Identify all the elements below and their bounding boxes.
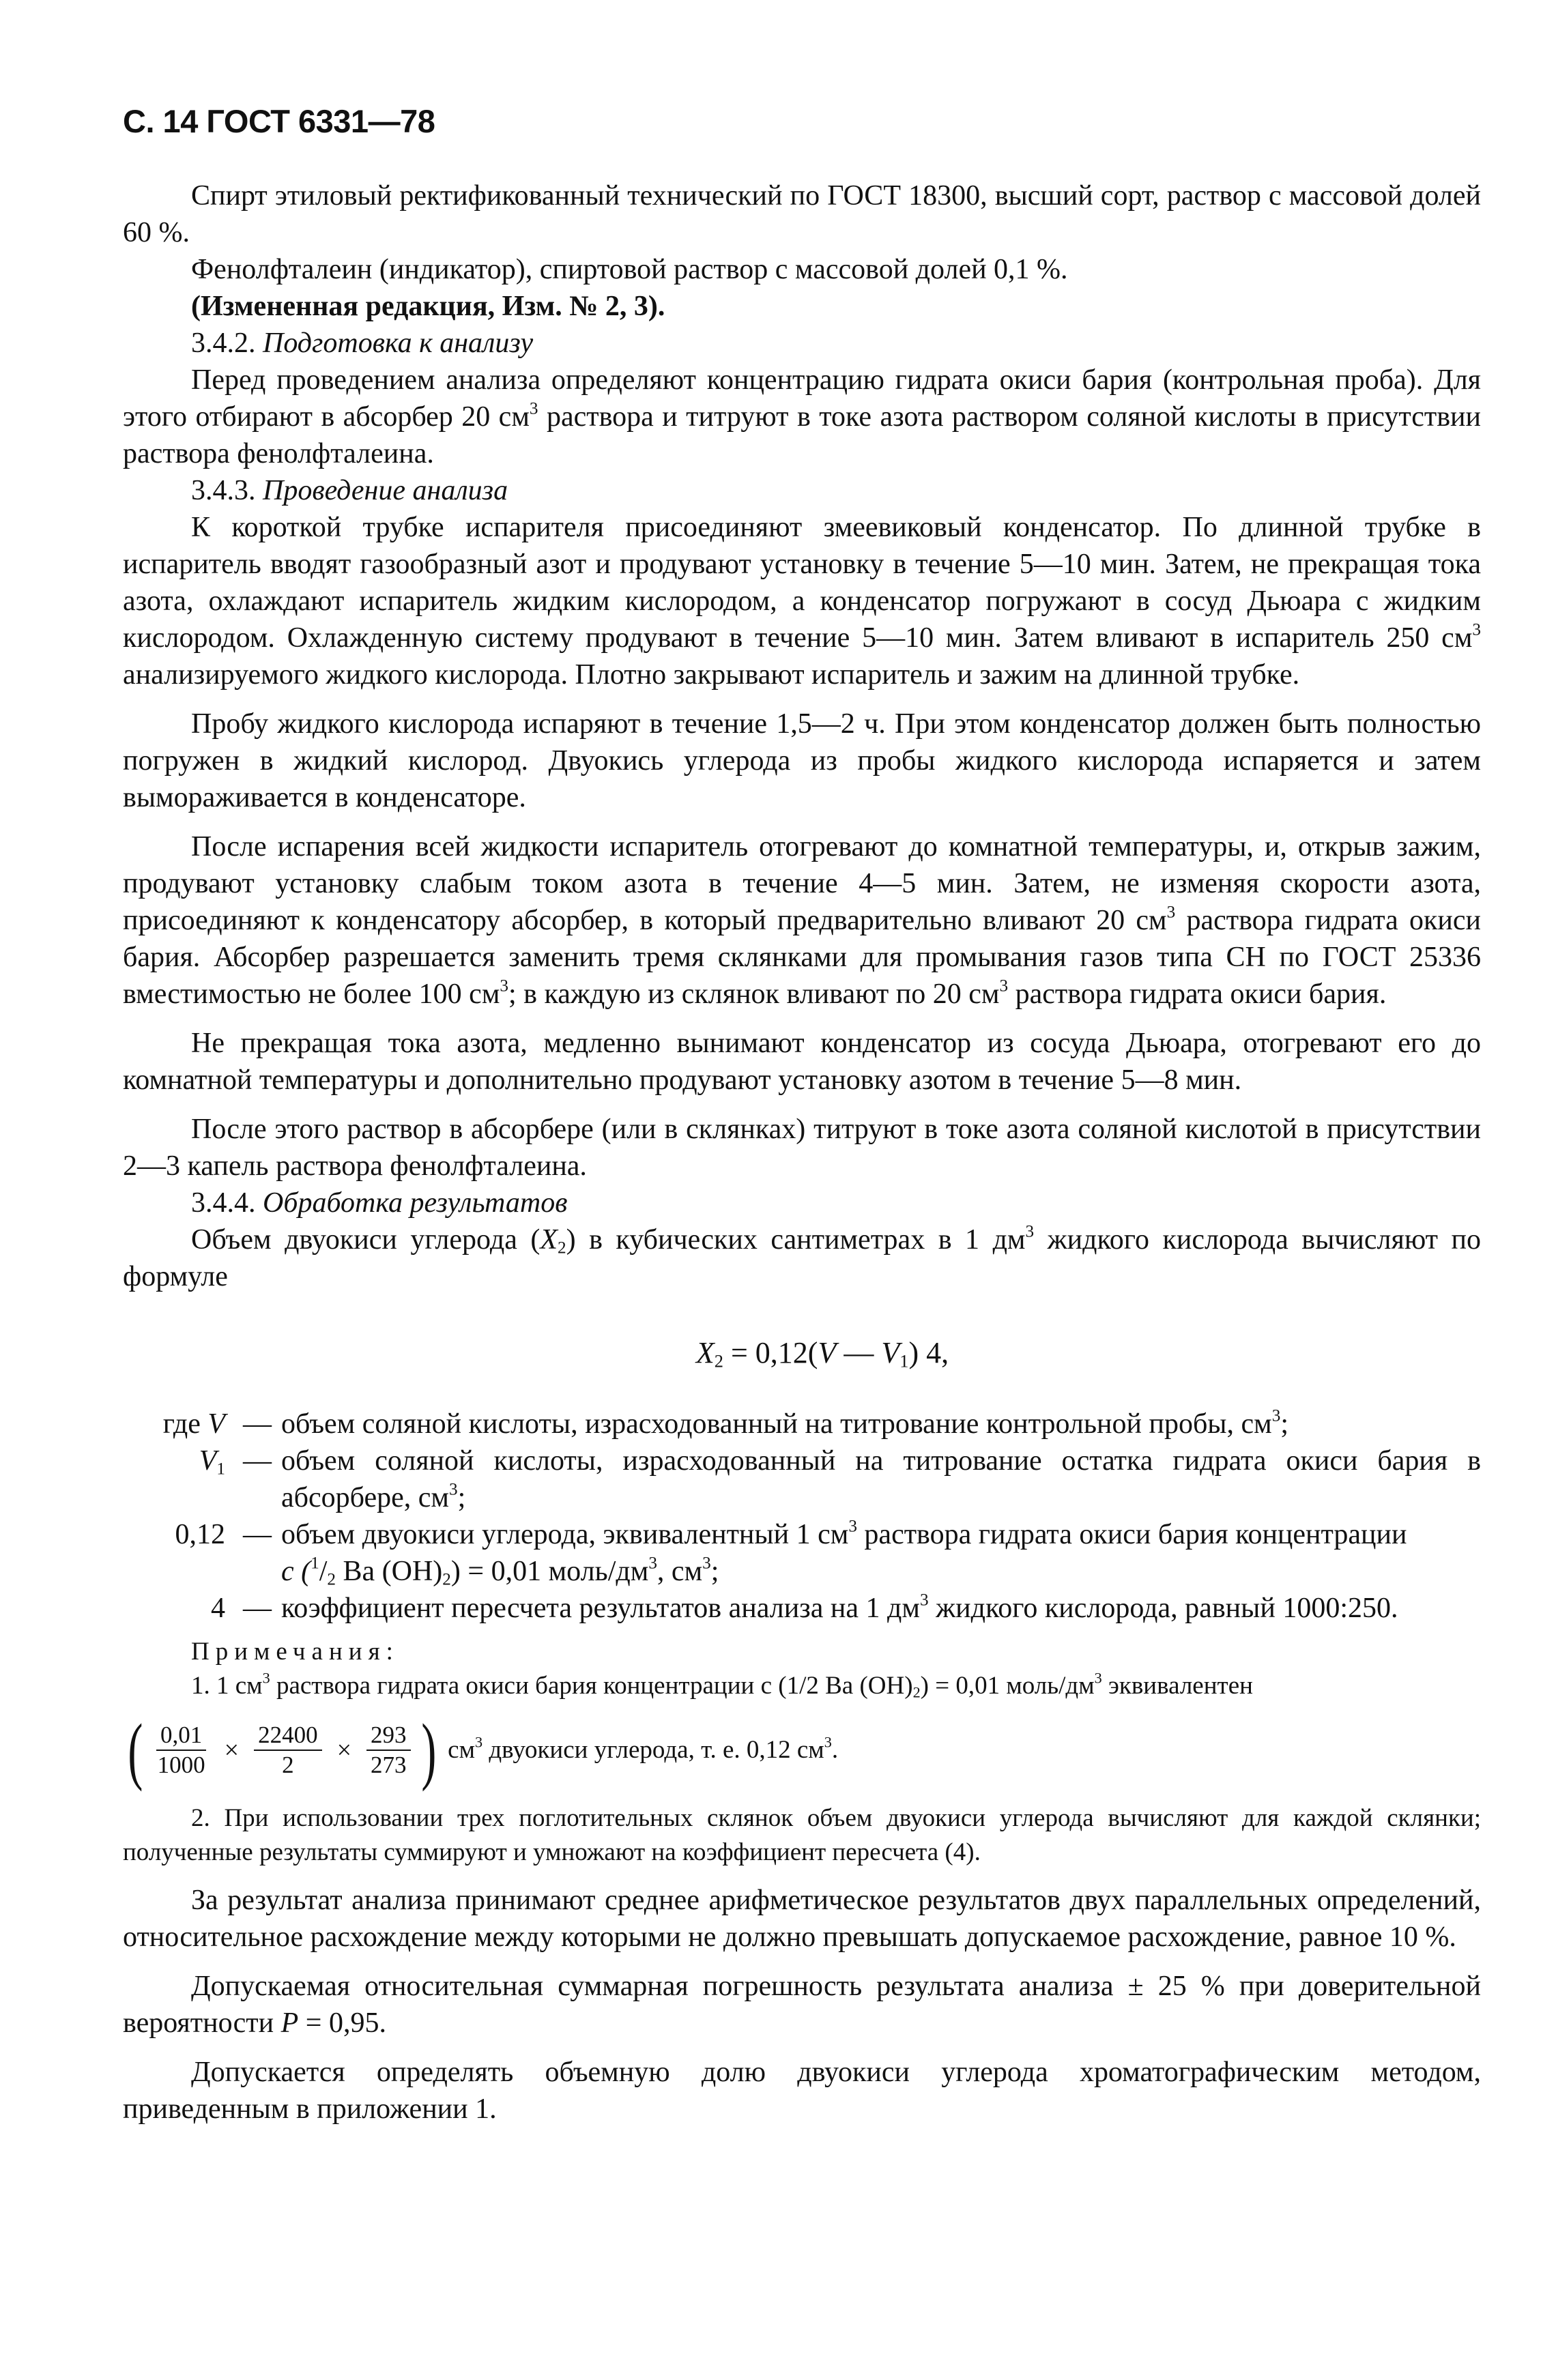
definition-row: 0,12 — объем двуокиси углерода, эквивалентный 1 $см^3$ раствора гидрата окиси бария концентрации c ($^1/_2$ Ba $(OH)_2) = 0,01$ моль/$дм^3$, $см^3$; [175,1517,1407,1589]
formula-x2: $X_2 = 0,12(V$ — $V_1$) 4, [695,1336,949,1372]
section-heading-3-4-4: 3.4.4. Обработка результатов [191,1187,568,1219]
paragraph: Пробу жидкого кислорода испаряют в течение 1,5—2 ч. При этом конденсатор должен быть полностью погружен в жидкий кислород. Двуокись углерода из пробы жидкого кислорода испаряется и затем вымораживается в конденсаторе. [123,708,1481,813]
page-header: С. 14 ГОСТ 6331—78 [123,103,435,139]
note-1: 1. 1 $см^3$ раствора гидрата окиси бария концентрации c (1/2 Ba $(OH)_2) = 0,01$ моль/$дм^3$ эквивалентен [191,1669,1253,1701]
paragraph: Спирт этиловый ректификованный технический по ГОСТ 18300, высший сорт, раствор с массовой долей 60 %. [123,180,1481,248]
definition-row: $V_1$ — объем соляной кислоты, израсходованный на титрование остатка гидрата окиси бария в абсорбере, $см^3$; [199,1445,1481,1513]
paragraph: Допускаемая относительная суммарная погрешность результата анализа ± 25 % при доверительной вероятности P = 0,95. [123,1971,1481,2039]
paragraph: После этого раствор в абсорбере (или в склянках) титруют в токе азота соляной кислотой в присутствии 2—3 капель раствора фенолфталеина. [123,1114,1481,1182]
note-2: 2. При использовании трех поглотительных склянок объем двуокиси углерода вычисляют для каждой склянки; полученные результаты суммируют и умножают на коэффициент пересчета (4). [123,1804,1481,1866]
variable-definitions [123,1406,1481,1627]
paragraph: За результат анализа принимают среднее арифметическое результатов двух параллельных определений, относительное расхождение между которыми не должно превышать допускаемое расхождение, равное 10 %. [123,1885,1481,1953]
paragraph: К короткой трубке испарителя присоединяют змеевиковый конденсатор. По длинной трубке в испаритель вводят газообразный азот и продувают установку в течение 5—10 мин. Затем, не прекращая тока азота, охлаждают испаритель жидким кислородом, а конденсатор погружают в сосуд Дьюара с жидким кислородом. Охлажденную систему продувают в течение 5—10 мин. Затем вливают в испаритель 250 $см^3$ анализируемого жидкого кислорода. Плотно закрывают испаритель и зажим на длинной трубке. [123,512,1481,691]
paragraph: Допускается определять объемную долю двуокиси углерода хроматографическим методом, приведенным в приложении 1. [123,2057,1481,2125]
definition-row: где V — объем соляной кислоты, израсходованный на титрование контрольной пробы, $см^3$; [162,1406,1289,1440]
paragraph: Фенолфталеин (индикатор), спиртовой раствор с массовой долей 0,1 %. [191,254,1068,285]
paragraph: Не прекращая тока азота, медленно вынимают конденсатор из сосуда Дьюара, отогревают его до комнатной температуры и дополнительно продувают установку азотом в течение 5—8 мин. [123,1028,1481,1096]
notes-block [123,1635,1481,1870]
paragraph: После испарения всей жидкости испаритель отогревают до комнатной температуры, и, открыв зажим, продувают установку слабым током азота в течение 4—5 мин. Затем, не изменяя скорости азота, присоединяют к конденсатору абсорбер, в который предварительно вливают 20 $см^3$ раствора гидрата окиси бария. Абсорбер разрешается заменить тремя склянками для промывания газов типа СН по ГОСТ 25336 вместимостью не более 100 $см^3$; в каждую из склянок вливают по 20 $см^3$ раствора гидрата окиси бария. [123,831,1481,1010]
paragraph: Перед проведением анализа определяют концентрацию гидрата окиси бария (контрольная проба). Для этого отбирают в абсорбер 20 $см^3$ раствора и титруют в токе азота раствором соляной кислоты в присутствии раствора фенолфталеина. [123,364,1481,469]
section-heading-3-4-2: 3.4.2. Подготовка к анализу [191,328,534,359]
document-body [123,177,1481,2128]
fraction-expression: ( $\frac{0,01}{1000}$ × $\frac{22400}{2}$ × $\frac{293}{273}$ ) $см^3$ двуокиси углерода, т. е. 0,12 $см^3$. [128,1709,839,1792]
notes-title: Примечания: [191,1638,399,1666]
section-heading-3-4-3: 3.4.3. Проведение анализа [191,475,508,506]
definition-row: 4 — коэффициент пересчета результатов анализа на 1 $дм^3$ жидкого кислорода, равный 1000:250. [211,1591,1398,1624]
paragraph: Объем двуокиси углерода $(X_2)$ в кубических сантиметрах в 1 $дм^3$ жидкого кислорода вычисляют по формуле [123,1222,1481,1292]
revision-note: (Измененная редакция, Изм. № 2, 3). [191,291,665,322]
